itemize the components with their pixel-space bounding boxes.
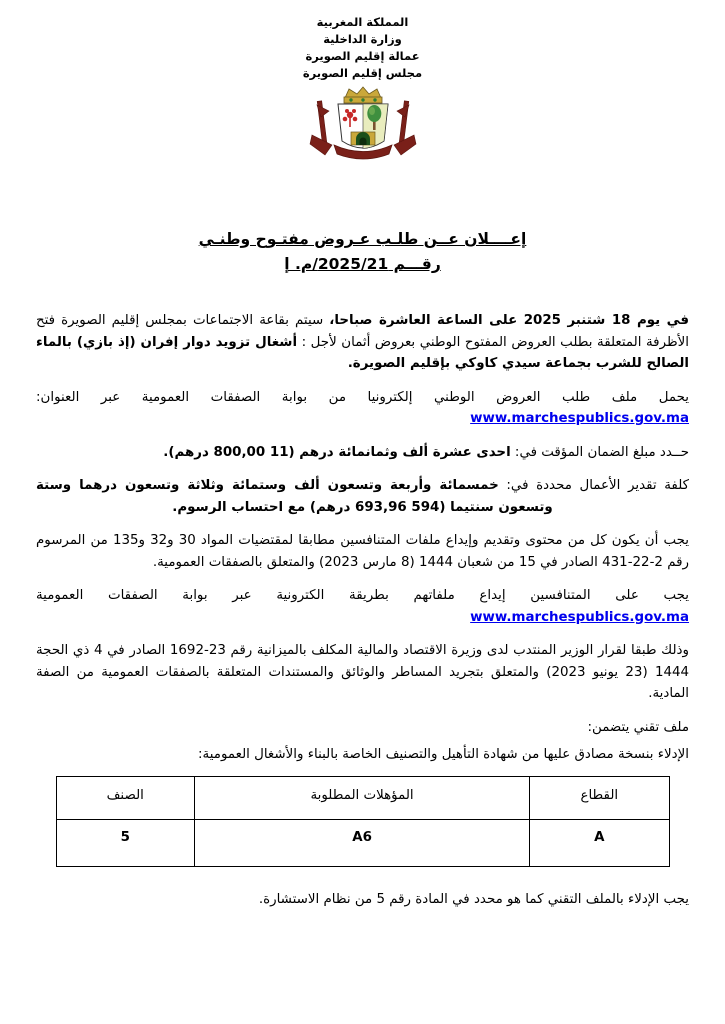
- consultation-rules-note: [36, 889, 689, 911]
- estimate-amount: خمسمائة وأربعة وتسعون ألف وستمائة وثلاثة وتسعون درهما وستة وتسعون سنتيما (594 693,96 درهم) مع احتساب الرسوم.: [36, 478, 553, 515]
- header-class: الصنف: [56, 776, 194, 820]
- tender-date-paragraph: [36, 310, 689, 375]
- emblem-container: [0, 85, 725, 165]
- electronic-submission-paragraph: [36, 585, 689, 628]
- header-council: مجلس إقليم الصويرة: [302, 66, 423, 80]
- decree-compliance-text: يجب أن يكون كل من محتوى وتقديم وإيداع ملفات المتنافسين مطابقا لمقتضيات المواد 30 و32 و135 من المرسوم رقم 2-22-431 الصادر في 15 من شعبان 1444 (8 مارس 2023) والمتعلق بالصفقات العمومية.: [36, 533, 689, 570]
- consultation-rules-text: يجب الإدلاء بالملف التقني كما هو محدد في المادة رقم 5 من نظام الاستشارة.: [258, 891, 689, 907]
- technical-file-heading: [36, 717, 689, 739]
- guarantee-label: حــدد مبلغ الضمان المؤقت في:: [510, 444, 689, 460]
- dossier-download-paragraph: [36, 387, 689, 430]
- dossier-download-text: يحمل ملف طلب العروض الوطني إلكترونيا من بوابة الصفقات العمومية عبر العنوان:: [36, 389, 689, 405]
- qualification-table-data-row: [56, 820, 669, 867]
- header-ministry: وزارة الداخلية: [323, 32, 402, 46]
- header-sector: القطاع: [530, 776, 669, 820]
- coat-of-arms-icon: [309, 85, 417, 165]
- announcement-title-block: [0, 227, 725, 277]
- announcement-title: إعــــلان عــن طلـب عـروض مفتـوح وطنـي: [198, 230, 527, 248]
- cell-class-value: 5: [56, 820, 194, 867]
- guarantee-amount: احدى عشرة ألف وثمانمائة درهم (11 800,00 درهم).: [163, 444, 511, 460]
- marchespublics-link-2[interactable]: www.marchespublics.gov.ma: [470, 609, 689, 625]
- estimate-label: كلفة تقدير الأعمال محددة في:: [498, 478, 689, 493]
- certificate-requirement-paragraph: [36, 744, 689, 766]
- technical-file-heading-text: ملف تقني يتضمن:: [587, 719, 689, 735]
- header-kingdom: المملكة المغربية: [316, 15, 409, 29]
- decree-compliance-paragraph: [36, 530, 689, 573]
- certificate-requirement-text: الإدلاء بنسخة مصادق عليها من شهادة التأهيل والتصنيف الخاصة بالبناء والأشغال العمومية:: [198, 747, 689, 762]
- electronic-submission-text: يجب على المتنافسين إيداع ملفاتهم بطريقة الكترونية عبر بوابة الصفقات العمومية: [36, 588, 689, 603]
- marchespublics-link-1[interactable]: www.marchespublics.gov.ma: [470, 411, 689, 426]
- cell-sector-value: A: [530, 820, 669, 867]
- works-estimate-paragraph: [36, 475, 689, 518]
- tender-date-text: في يوم 18 شتنبر 2025 على الساعة العاشرة صباحا،: [329, 313, 689, 328]
- header-prefecture: عمالة إقليم الصويرة: [305, 49, 420, 63]
- announcement-body: [36, 310, 689, 910]
- qualification-table: [56, 776, 670, 867]
- announcement-number: رقـــم 2025/21/م. إ: [284, 255, 441, 273]
- provisional-guarantee-paragraph: [36, 442, 689, 464]
- qualification-table-header-row: [56, 776, 669, 820]
- dematerialization-text: وذلك طبقا لقرار الوزير المنتدب لدى وزيرة الاقتصاد والمالية المكلف بالميزانية رقم 23-1692 الصادر في 4 ذي الحجة 1444 (23 يونيو 2023) والمتعلق بتجريد المساطر والوثائق والمستندات المتعلقة بالصفقات العمومية من الصفة المادية.: [36, 643, 690, 701]
- tender-opening-text: سيتم بقاعة الاجتماعات بمجلس إقليم الصويرة فتح الأظرفة المتعلقة بطلب العروض المفتوح الوطني بعروض أثمان لأجل :: [36, 313, 689, 350]
- tender-object-text: أشغال تزويد دوار إفران (إذ بازي) بالماء الصالح للشرب بجماعة سيدي كاوكي بإقليم الصويرة.: [36, 334, 689, 371]
- header-required-qualifications: المؤهلات المطلوبة: [194, 776, 529, 820]
- dematerialization-paragraph: [36, 640, 689, 705]
- government-header: [0, 0, 725, 82]
- cell-qualification-value: A6: [194, 820, 529, 867]
